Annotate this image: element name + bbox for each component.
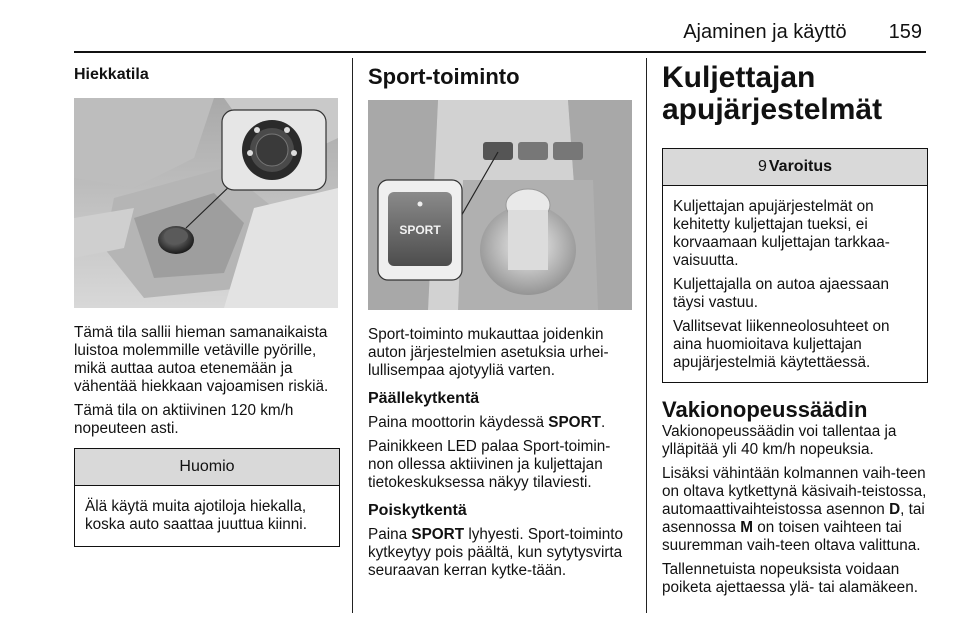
sport-para-4-text: Paina — [368, 526, 412, 543]
sport-button-label: SPORT — [399, 223, 441, 237]
sport-illustration — [368, 100, 632, 310]
sand-mode-illustration — [74, 98, 338, 308]
header-rule — [74, 51, 926, 53]
right-column — [662, 58, 928, 603]
column-divider-1 — [352, 58, 353, 613]
sport-para-4-end: lyhyesti. Sport-toiminto kytkeytyy pois päältä, kun sytytysvirta seuraavan kerran kytke-tään. — [368, 526, 624, 579]
sand-mode-photo — [74, 98, 338, 308]
note-box — [74, 448, 340, 547]
sand-mode-para-2: Tämä tila on aktiivinen 120 km/h nopeuteen asti. — [74, 402, 294, 437]
switch-on-heading: Päällekytkentä — [368, 390, 480, 407]
sport-para-4 — [368, 526, 632, 580]
warning-box — [662, 148, 928, 383]
warning-title: Varoitus — [768, 158, 833, 175]
sport-para-2 — [368, 414, 632, 432]
warning-icon: 9 — [757, 158, 767, 175]
driver-assist-heading: Kuljettajan apujärjestelmät — [662, 61, 883, 126]
page-number: 159 — [888, 20, 922, 43]
sport-heading: Sport-toiminto — [368, 64, 520, 89]
sand-mode-heading: Hiekkatila — [74, 66, 149, 83]
page-header — [322, 14, 922, 50]
middle-column — [368, 58, 632, 586]
sport-keyword-2: SPORT — [411, 526, 465, 543]
gear-d: D — [889, 501, 901, 518]
warning-para-3: Vallitsevat liikenneolosuhteet on aina huomioitava kuljettajan apujärjestelmiä käytettäessä. — [673, 318, 890, 371]
cruise-para-2-a: Lisäksi vähintään kolmannen vaih-teen on oltava kytkettynä käsivaih-teistossa, automaattivaihteistossa asennon — [662, 465, 927, 518]
cruise-para-1: Vakionopeussäädin voi tallentaa ja ylläpitää yli 40 km/h nopeuksia. — [662, 423, 897, 458]
column-divider-2 — [646, 58, 647, 613]
sport-para-3: Painikkeen LED palaa Sport-toimin-non ollessa aktiivinen ja kuljettajan tietokeskuksessa näkyy tilaviesti. — [368, 438, 611, 491]
chapter-title: Ajaminen ja käyttö — [683, 20, 847, 43]
sport-keyword: SPORT — [548, 414, 601, 431]
note-text: Älä käytä muita ajotiloja hiekalla, koska auto saattaa juuttua kiinni. — [85, 498, 307, 533]
cruise-para-3: Tallennetuista nopeuksista voidaan poiketa ajettaessa ylä- tai alamäkeen. — [662, 561, 918, 596]
sand-mode-para-1: Tämä tila sallii hieman samanaikaista luistoa molemmille vetäville pyörille, mikä auttaa autoa etenemään ja vähentää hiekkaan vajoamisen riskiä. — [74, 324, 329, 395]
left-column — [74, 58, 340, 547]
cruise-control-heading: Vakionopeussäädin — [662, 397, 868, 422]
warning-para-1: Kuljettajan apujärjestelmät on kehitetty kuljettajan tueksi, ei korvaamaan kuljettajan tarkkaa-vaisuutta. — [673, 198, 890, 269]
cruise-para-2-c: on toisen vaihteen tai suuremman vaih-teen oltava valittuna. — [662, 519, 921, 554]
sport-para-2-text: Paina moottorin käydessä — [368, 414, 549, 431]
sport-para-2-end: . — [600, 414, 606, 431]
sport-para-1: Sport-toiminto mukauttaa joidenkin auton järjestelmien asetuksia urhei-lullisempaa ajotyyliä varten. — [368, 326, 609, 379]
cruise-para-2-b: , tai asennossa — [662, 501, 925, 536]
cruise-para-2 — [662, 465, 928, 555]
switch-off-heading: Poiskytkentä — [368, 502, 467, 519]
sport-photo — [368, 100, 632, 310]
note-title: Huomio — [75, 449, 339, 486]
gear-m: M — [740, 519, 753, 536]
warning-para-2: Kuljettajalla on autoa ajaessaan täysi vastuu. — [673, 276, 890, 311]
warning-title-bar — [663, 149, 927, 186]
